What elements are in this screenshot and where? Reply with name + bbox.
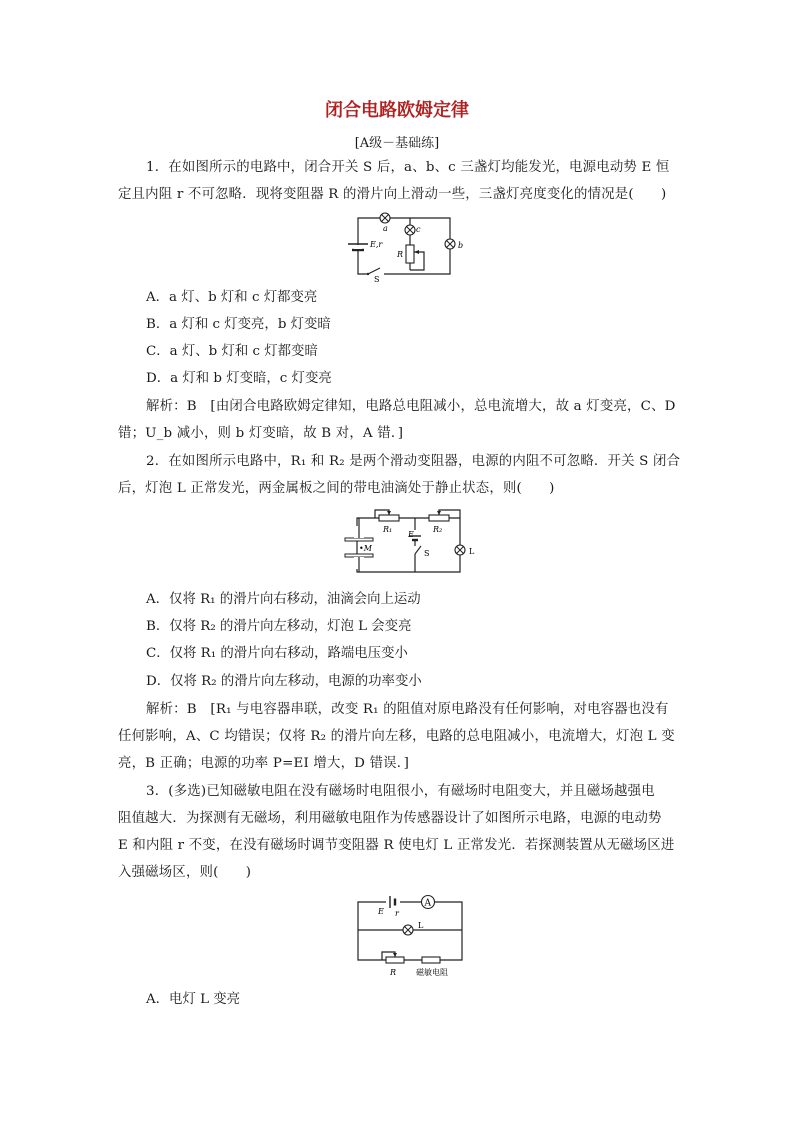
q2-label-r2: R₂ xyxy=(433,525,443,534)
q1-option-c: C．a 灯、b 灯和 c 灯都变暗 xyxy=(146,344,318,359)
q1-option-a: A．a 灯、b 灯和 c 灯都变亮 xyxy=(146,290,318,305)
q2-answer-line-1: 解析：B [R₁ 与电容器串联，改变 R₁ 的阻值对原电路没有任何影响，对电容器也没有 xyxy=(146,702,669,717)
q3-label-rr: R xyxy=(390,968,397,977)
q2-answer-line-3: 亮，B 正确；电源的功率 P=EI 增大，D 错误．] xyxy=(118,756,410,771)
q3-label-l: L xyxy=(418,921,424,930)
level-heading: [A级－基础练] xyxy=(354,136,440,151)
q1-answer-line-1: 解析：B [由闭合电路欧姆定律知，电路总电阻减小，总电流增大，故 a 灯变亮，C、D xyxy=(146,399,676,414)
q1-label-c: c xyxy=(416,225,421,234)
q1-label-er: E,r xyxy=(370,240,383,249)
q1-option-d: D．a 灯和 b 灯变暗，c 灯变亮 xyxy=(146,371,332,386)
q2-option-a: A．仅将 R₁ 的滑片向右移动，油滴会向上运动 xyxy=(146,592,421,607)
q1-label-a: a xyxy=(383,224,388,233)
q2-label-r1: R₁ xyxy=(383,525,393,534)
q3-stem-line-3: E 和内阻 r 不变，在没有磁场时调节变阻器 R 使电灯 L 正常发光．若探测装置从无磁场区进 xyxy=(118,838,675,853)
q3-circuit-diagram xyxy=(350,890,470,982)
q1-stem-line-1: 1．在如图所示的电路中，闭合开关 S 后，a、b、c 三盏灯均能发光，电源电动势 E 恒 xyxy=(146,160,670,175)
q2-option-b: B．仅将 R₂ 的滑片向左移动，灯泡 L 会变亮 xyxy=(146,619,412,634)
q3-stem-line-4: 入强磁场区，则( ) xyxy=(118,865,252,880)
q2-label-l: L xyxy=(469,547,475,556)
q1-option-b: B．a 灯和 c 灯变亮，b 灯变暗 xyxy=(146,317,331,332)
q3-label-e: E xyxy=(378,907,384,916)
q3-stem-line-1: 3．(多选)已知磁敏电阻在没有磁场时电阻很小，有磁场时电阻变大，并且磁场越强电 xyxy=(146,784,655,799)
q1-circuit-diagram xyxy=(340,210,480,286)
q1-label-r: R xyxy=(397,250,404,259)
q2-option-d: D．仅将 R₂ 的滑片向左移动，电源的功率变小 xyxy=(146,674,422,689)
q1-answer-line-2: 错；U_b 减小，则 b 灯变暗，故 B 对，A 错．] xyxy=(118,426,404,441)
q2-stem-line-1: 2．在如图所示电路中，R₁ 和 R₂ 是两个滑动变阻器，电源的内阻不可忽略．开关 S 闭合 xyxy=(146,454,681,469)
q3-label-ammeter: A xyxy=(424,898,431,909)
q2-label-e: E xyxy=(408,530,414,539)
q2-label-s: S xyxy=(424,549,430,558)
q1-label-s: S xyxy=(374,275,380,284)
q2-option-c: C．仅将 R₁ 的滑片向右移动，路端电压变小 xyxy=(146,646,408,661)
q3-label-r: r xyxy=(395,909,399,918)
q2-circuit-diagram xyxy=(335,508,480,582)
q1-label-b: b xyxy=(458,241,464,250)
q3-label-mag: 磁敏电阻 xyxy=(416,968,448,977)
q3-stem-line-2: 阻值越大．为探测有无磁场，利用磁敏电阻作为传感器设计了如图所示电路，电源的电动势 xyxy=(118,811,662,826)
q2-stem-line-2: 后，灯泡 L 正常发光，两金属板之间的带电油滴处于静止状态，则( ) xyxy=(118,481,555,496)
q3-option-a: A．电灯 L 变亮 xyxy=(146,992,241,1007)
page-title: 闭合电路欧姆定律 xyxy=(325,100,469,121)
q2-answer-line-2: 任何影响，A、C 均错误；仅将 R₂ 的滑片向左移，电路的总电阻减小，电流增大，灯泡 L 变 xyxy=(118,729,675,744)
q2-label-m: •M xyxy=(359,544,372,553)
q1-stem-line-2: 定且内阻 r 不可忽略．现将变阻器 R 的滑片向上滑动一些，三盏灯亮度变化的情况是( ) xyxy=(118,187,667,202)
